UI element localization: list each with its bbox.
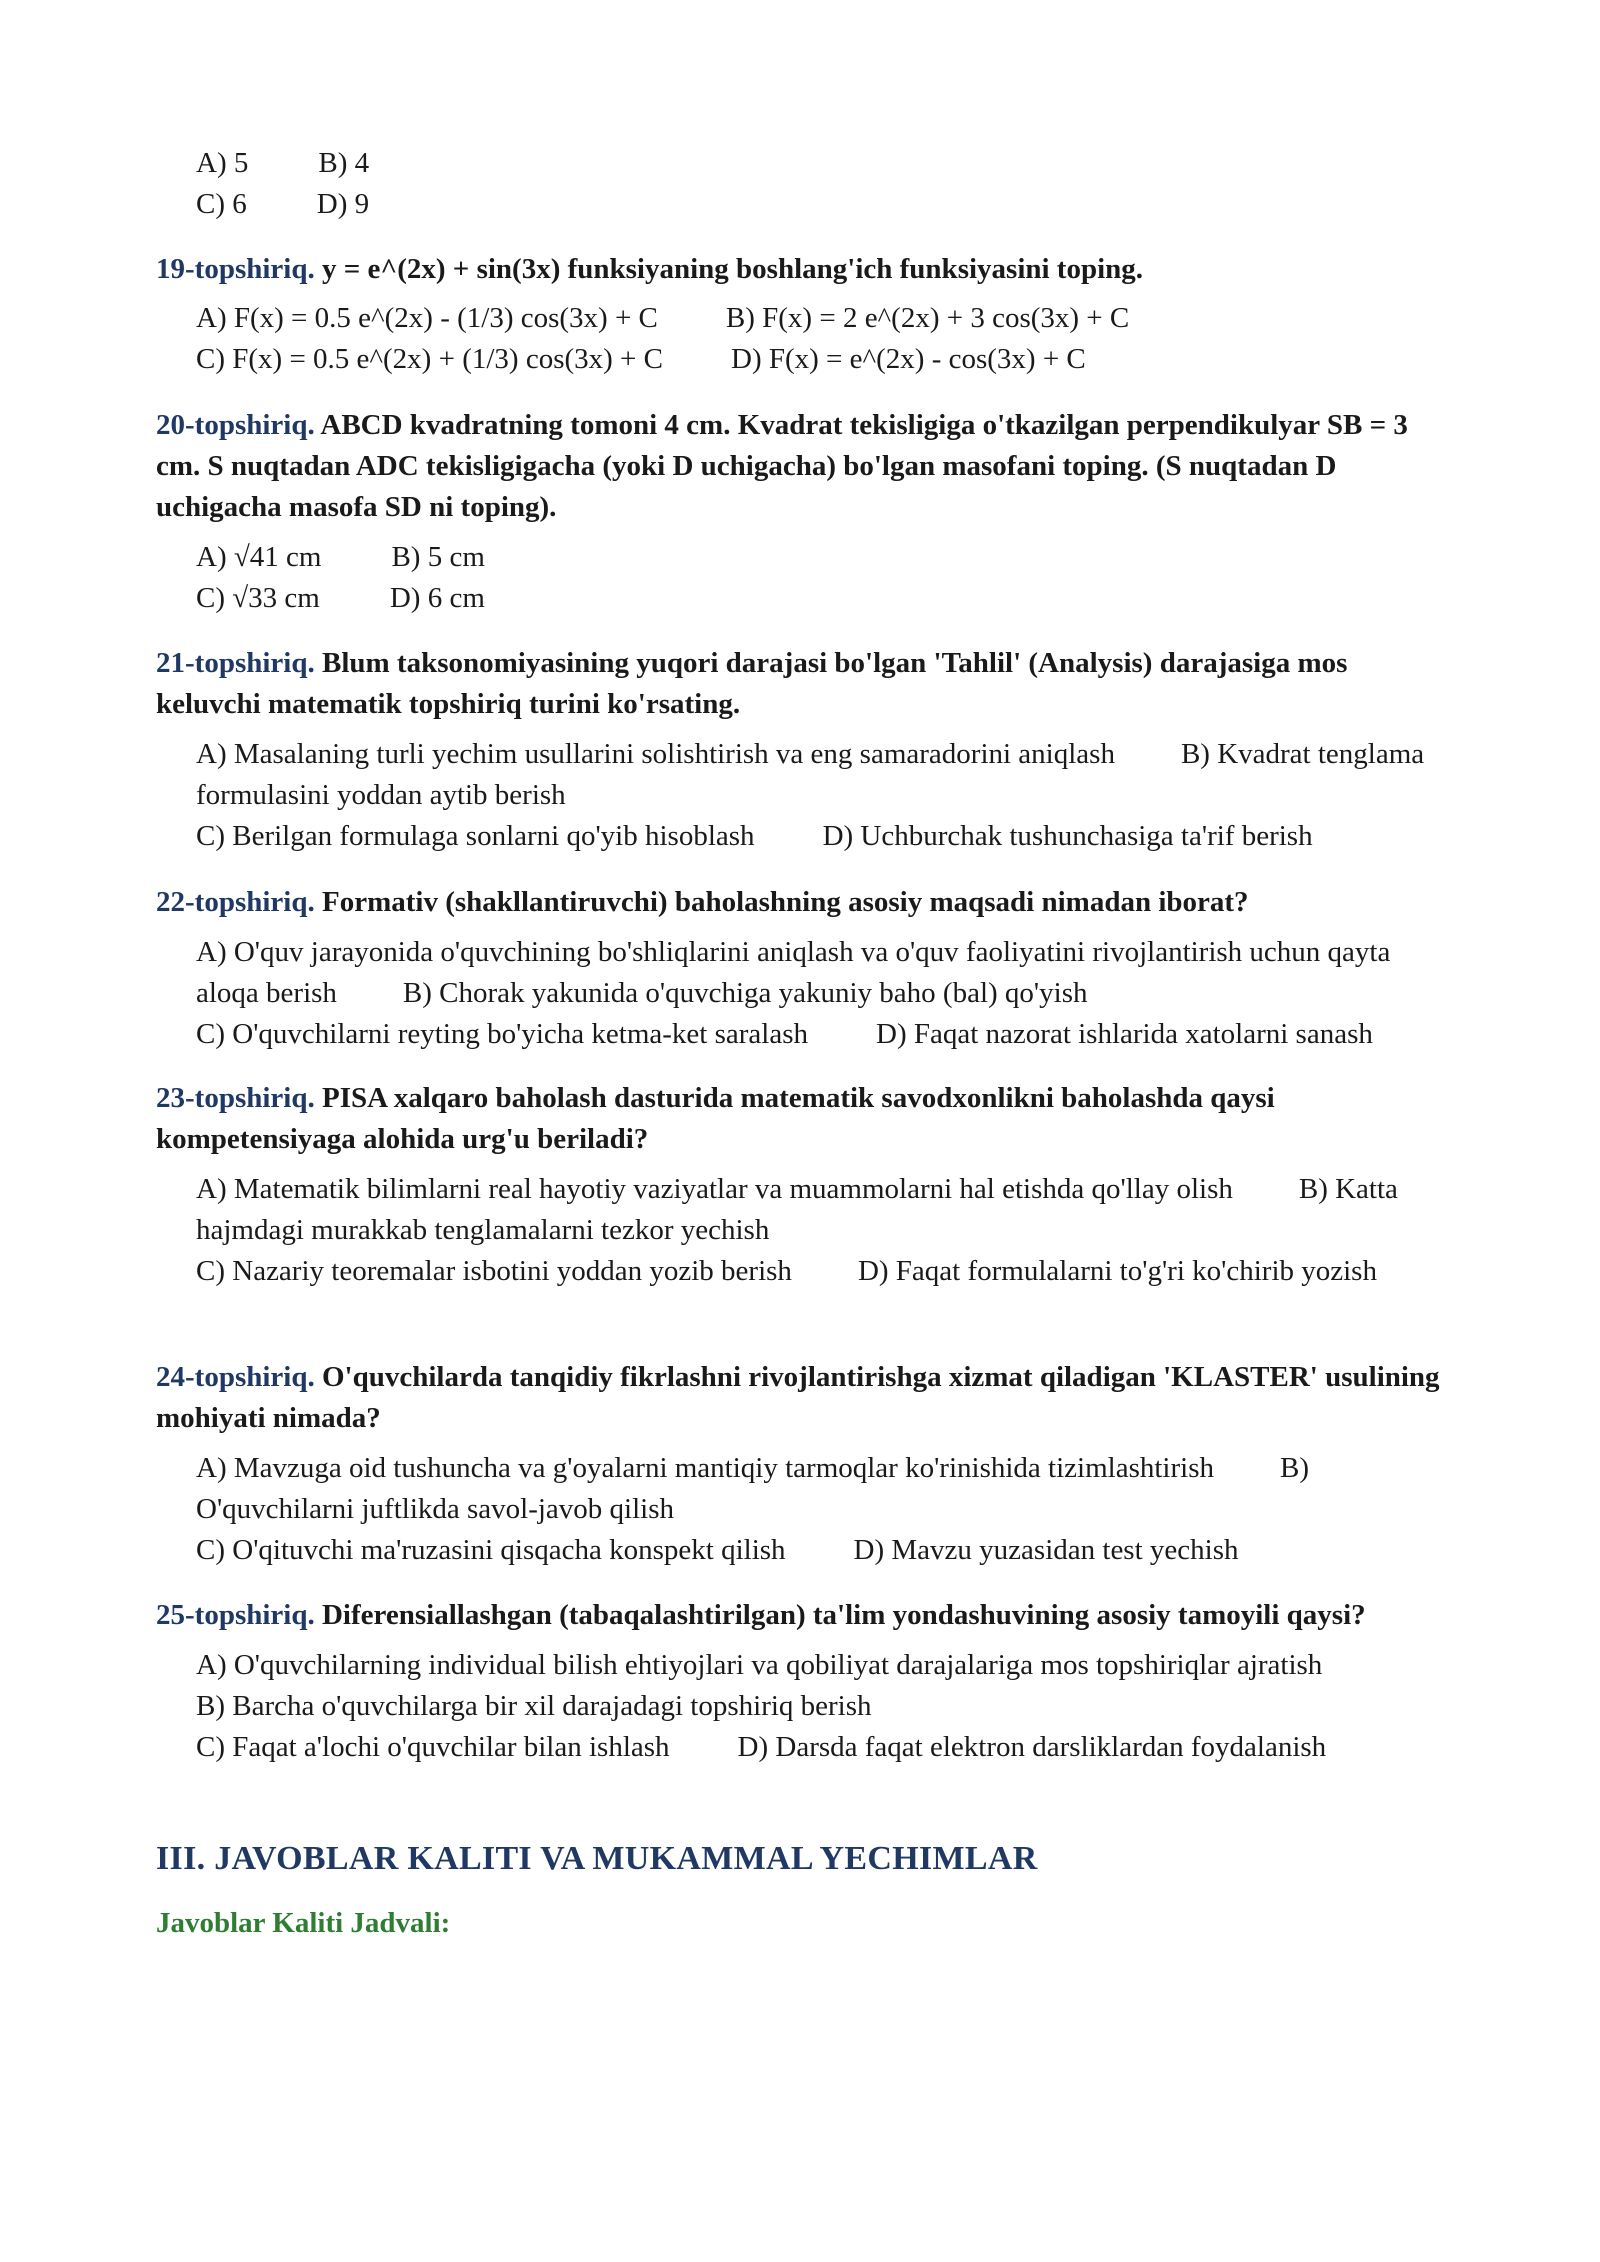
question-19 <box>156 249 1456 290</box>
q18-option-d: D) 9 <box>316 188 370 220</box>
question-text: Blum taksonomiyasining yuqori darajasi bo'lgan 'Tahlil' (Analysis) darajasiga mos keluvchi matematik topshiriq turini ko'rsating. <box>156 647 1348 720</box>
question-23 <box>156 1078 1456 1160</box>
q22-option-d: D) Faqat nazorat ishlarida xatolarni sanash <box>876 1018 1373 1050</box>
q23-option-c: C) Nazariy teoremalar isbotini yoddan yozib berish <box>196 1255 792 1287</box>
q18-option-b: B) 4 <box>318 147 370 179</box>
q21-option-a: A) Masalaning turli yechim usullarini solishtirish va eng samaradorini aniqlash <box>196 738 1115 770</box>
q21-option-b: B) Kvadrat tenglama formulasini yoddan aytib berish <box>196 738 1425 811</box>
q23-option-a: A) Matematik bilimlarni real hayotiy vaziyatlar va muammolarni hal etishda qo'llay olish <box>196 1173 1233 1205</box>
q19-option-c: C) F(x) = 0.5 e^(2x) + (1/3) cos(3x) + C <box>196 343 663 375</box>
question-number: 22-topshiriq. <box>156 886 315 918</box>
q23-option-d: D) Faqat formulalarni to'g'ri ko'chirib yozish <box>857 1255 1377 1287</box>
q22-option-c: C) O'quvchilarni reyting bo'yicha ketma-ket saralash <box>196 1018 809 1050</box>
q24-options <box>196 1448 1486 1571</box>
question-text: y = e^(2x) + sin(3x) funksiyaning boshlang'ich funksiyasini toping. <box>321 253 1144 285</box>
q19-options <box>196 298 1486 380</box>
q20-option-d: D) 6 cm <box>389 582 485 614</box>
q22-options <box>196 932 1486 1055</box>
q25-option-b: B) Barcha o'quvchilarga bir xil darajadagi topshiriq berish <box>196 1690 872 1722</box>
q23-options <box>196 1169 1486 1292</box>
q19-option-d: D) F(x) = e^(2x) - cos(3x) + C <box>731 343 1086 375</box>
section-title: III. JAVOBLAR KALITI VA MUKAMMAL YECHIMLAR <box>156 1840 1038 1877</box>
question-24 <box>156 1357 1456 1439</box>
q21-options <box>196 734 1486 857</box>
q25-option-c: C) Faqat a'lochi o'quvchilar bilan ishlash <box>196 1731 670 1763</box>
q21-option-d: D) Uchburchak tushunchasiga ta'rif berish <box>822 820 1313 852</box>
q22-option-a: A) O'quv jarayonida o'quvchining bo'shliqlarini aniqlash va o'quv faoliyatini rivojlantirish uchun qayta aloqa berish <box>196 936 1391 1009</box>
q18-option-c: C) 6 <box>196 188 247 220</box>
q19-option-b: B) F(x) = 2 e^(2x) + 3 cos(3x) + C <box>725 302 1130 334</box>
q25-options <box>196 1645 1486 1768</box>
q24-option-c: C) O'qituvchi ma'ruzasini qisqacha konspekt qilish <box>196 1534 786 1566</box>
question-number: 24-topshiriq. <box>156 1361 315 1393</box>
q20-option-c: C) √33 cm <box>196 582 320 614</box>
question-number: 20-topshiriq. <box>156 409 315 441</box>
question-number: 23-topshiriq. <box>156 1082 315 1114</box>
q25-option-d: D) Darsda faqat elektron darsliklardan foydalanish <box>737 1731 1327 1763</box>
question-text: O'quvchilarda tanqidiy fikrlashni rivojlantirishga xizmat qiladigan 'KLASTER' usulining mohiyati nimada? <box>156 1361 1440 1434</box>
subsection-title: Javoblar Kaliti Jadvali: <box>156 1907 451 1939</box>
question-22 <box>156 882 1456 923</box>
q20-option-b: B) 5 cm <box>391 541 485 573</box>
question-21 <box>156 643 1456 725</box>
q25-option-a: A) O'quvchilarning individual bilish ehtiyojlari va qobiliyat darajalariga mos topshiriqlar ajratish <box>196 1649 1323 1681</box>
question-number: 25-topshiriq. <box>156 1599 315 1631</box>
question-number: 19-topshiriq. <box>156 253 315 285</box>
question-text: PISA xalqaro baholash dasturida matematik savodxonlikni baholashda qaysi kompetensiyaga alohida urg'u beriladi? <box>156 1082 1275 1155</box>
q24-option-b: B) O'quvchilarni juftlikda savol-javob qilish <box>196 1452 1309 1525</box>
q20-option-a: A) √41 cm <box>196 541 322 573</box>
question-20 <box>156 405 1456 528</box>
q18-options <box>196 143 1486 225</box>
question-text: ABCD kvadratning tomoni 4 cm. Kvadrat tekisligiga o'tkazilgan perpendikulyar SB = 3 cm. S nuqtadan ADC tekisligigacha (yoki D uchigacha) bo'lgan masofani toping. (S nuqtadan D uchigacha masofa SD ni toping). <box>156 409 1408 523</box>
q23-option-b: B) Katta hajmdagi murakkab tenglamalarni tezkor yechish <box>196 1173 1398 1246</box>
q24-option-d: D) Mavzu yuzasidan test yechish <box>853 1534 1239 1566</box>
q18-option-a: A) 5 <box>196 147 249 179</box>
q21-option-c: C) Berilgan formulaga sonlarni qo'yib hisoblash <box>196 820 755 852</box>
q20-options <box>196 537 1486 619</box>
q19-option-a: A) F(x) = 0.5 e^(2x) - (1/3) cos(3x) + C <box>196 302 658 334</box>
q24-option-a: A) Mavzuga oid tushuncha va g'oyalarni mantiqiy tarmoqlar ko'rinishida tizimlashtirish <box>196 1452 1214 1484</box>
question-text: Diferensiallashgan (tabaqalashtirilgan) ta'lim yondashuvining asosiy tamoyili qaysi? <box>321 1599 1366 1631</box>
question-25 <box>156 1595 1456 1636</box>
question-number: 21-topshiriq. <box>156 647 315 679</box>
question-text: Formativ (shakllantiruvchi) baholashning asosiy maqsadi nimadan iborat? <box>321 886 1249 918</box>
q22-option-b: B) Chorak yakunida o'quvchiga yakuniy baho (bal) qo'yish <box>402 977 1088 1009</box>
